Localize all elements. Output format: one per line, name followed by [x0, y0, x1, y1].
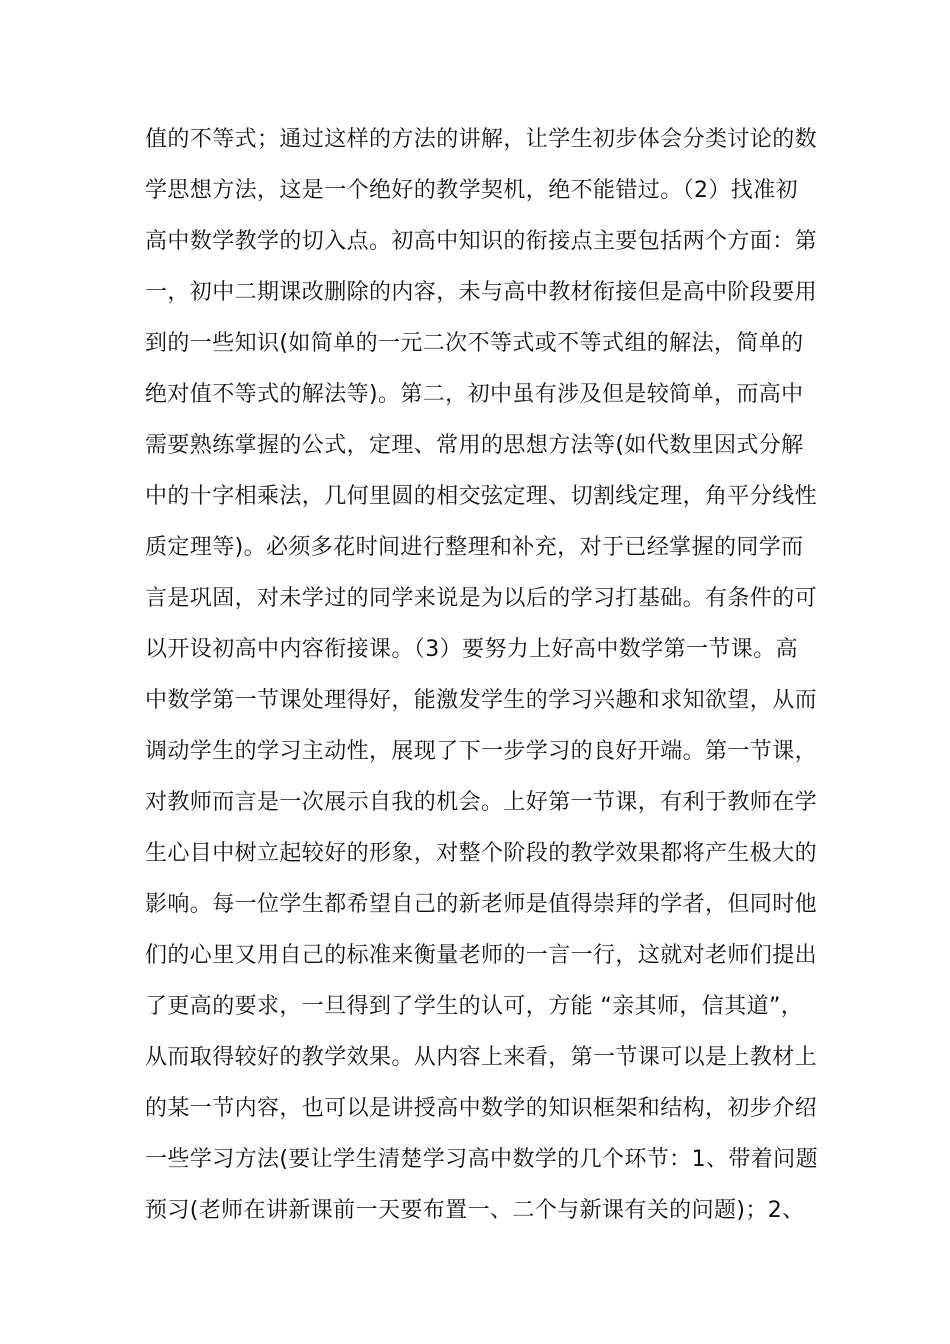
text-line: 学思想方法，这是一个绝好的教学契机，绝不能错过。（2）找准初: [145, 178, 798, 203]
text-line: 了更高的要求，一旦得到了学生的认可，方能 “亲其师，信其道”，: [145, 994, 804, 1019]
text-line: 以开设初高中内容衔接课。（3）要努力上好高中数学第一节课。高: [145, 637, 798, 662]
text-line: 言是巩固，对未学过的同学来说是为以后的学习打基础。有条件的可: [145, 586, 818, 611]
text-line: 中的十字相乘法，几何里圆的相交弦定理、切割线定理，角平分线性: [145, 484, 818, 509]
text-line: 影响。每一位学生都希望自己的新老师是值得崇拜的学者，但同时他: [145, 892, 818, 917]
text-line: 值的不等式；通过这样的方法的讲解，让学生初步体会分类讨论的数: [145, 127, 818, 152]
text-line: 预习(老师在讲新课前一天要布置一、二个与新课有关的问题)；2、: [145, 1198, 805, 1223]
text-line: 质定理等)。必须多花时间进行整理和补充，对于已经掌握的同学而: [145, 535, 804, 560]
text-line: 生心目中树立起较好的形象，对整个阶段的教学效果都将产生极大的: [145, 841, 818, 866]
text-line: 调动学生的学习主动性，展现了下一步学习的良好开端。第一节课，: [145, 739, 818, 764]
text-line: 到的一些知识(如简单的一元二次不等式或不等式组的解法，简单的: [145, 331, 804, 356]
text-line: 对教师而言是一次展示自我的机会。上好第一节课，有利于教师在学: [145, 790, 818, 815]
text-line: 们的心里又用自己的标准来衡量老师的一言一行，这就对老师们提出: [145, 943, 818, 968]
text-line: 一些学习方法(要让学生清楚学习高中数学的几个环节：1、带着问题: [145, 1147, 818, 1172]
text-line: 绝对值不等式的解法等)。第二，初中虽有涉及但是较简单，而高中: [145, 382, 804, 407]
text-line: 高中数学教学的切入点。初高中知识的衔接点主要包括两个方面：第: [145, 229, 818, 254]
text-line: 需要熟练掌握的公式，定理、常用的思想方法等(如代数里因式分解: [145, 433, 804, 458]
text-line: 中数学第一节课处理得好，能激发学生的学习兴趣和求知欲望，从而: [145, 688, 818, 713]
text-line: 从而取得较好的教学效果。从内容上来看，第一节课可以是上教材上: [145, 1045, 818, 1070]
text-line: 一，初中二期课改删除的内容，未与高中教材衔接但是高中阶段要用: [145, 280, 818, 305]
text-line: 的某一节内容，也可以是讲授高中数学的知识框架和结构，初步介绍: [145, 1096, 818, 1121]
body-paragraph: [145, 114, 818, 1236]
